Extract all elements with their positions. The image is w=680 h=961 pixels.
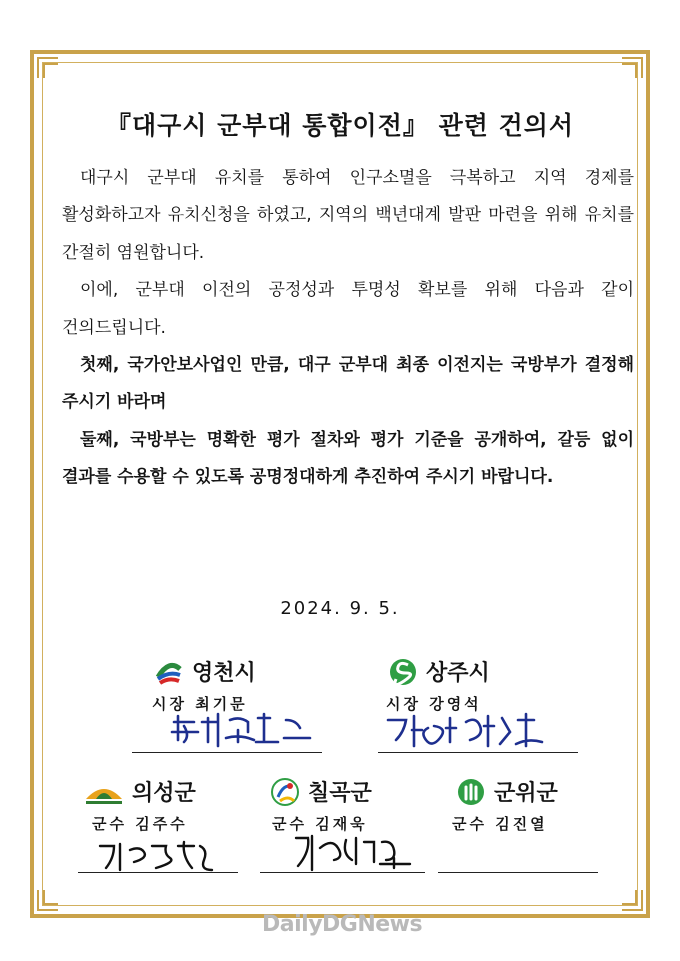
document-date: 2024. 9. 5. bbox=[280, 598, 400, 619]
document-body bbox=[62, 160, 634, 497]
signatory-uiseong bbox=[78, 776, 253, 876]
paragraph-first-item: 첫째, 국가안보사업인 만큼, 대구 군부대 최종 이전지는 국방부가 결정해 주시기 바라며 bbox=[62, 355, 634, 413]
signature-kim-jaeuk bbox=[290, 830, 420, 874]
gunwi-logo-icon bbox=[456, 777, 486, 807]
signature-line bbox=[260, 872, 425, 873]
yeongcheon-logo-icon bbox=[154, 657, 184, 687]
document-title: 『대구시 군부대 통합이전』 관련 건의서 bbox=[105, 111, 575, 140]
signatory-title: 시장 최기문 bbox=[152, 695, 248, 713]
signatory-city: 영천시 bbox=[192, 661, 256, 686]
watermark: DailyDGNews bbox=[262, 912, 423, 937]
signature-line bbox=[132, 752, 322, 753]
sangju-logo-icon bbox=[388, 657, 418, 687]
signatory-city: 칠곡군 bbox=[308, 781, 372, 806]
signature-kim-jusu bbox=[96, 836, 216, 874]
paragraph-second-item: 둘째, 국방부는 명확한 평가 절차와 평가 기준을 공개하여, 갈등 없이 결과를 수용할 수 있도록 공명정대하게 추진하여 주시기 바랍니다. bbox=[62, 429, 634, 488]
signature-line bbox=[438, 872, 598, 873]
signature-line bbox=[78, 872, 238, 873]
signature-choi-gimun bbox=[168, 708, 318, 748]
signature-kang-yeongseok bbox=[384, 708, 554, 752]
signatory-city: 의성군 bbox=[132, 781, 196, 806]
signature-line bbox=[378, 752, 578, 753]
corner-ornament-icon bbox=[620, 888, 650, 918]
signatory-title: 군수 김주수 bbox=[92, 815, 188, 833]
signatory-city: 상주시 bbox=[426, 661, 490, 686]
signatory-yeongcheon bbox=[148, 656, 338, 756]
uiseong-logo-icon bbox=[84, 777, 124, 807]
signatory-chilgok bbox=[262, 776, 437, 876]
signatory-title: 군수 김진열 bbox=[452, 815, 548, 833]
paragraph-intro: 대구시 군부대 유치를 통하여 인구소멸을 극복하고 지역 경제를 활성화하고자 유치신청을 하였고, 지역의 백년대계 발판 마련을 위해 유치를 간절히 염원합니다. bbox=[62, 168, 634, 263]
signatory-title: 시장 강영석 bbox=[386, 695, 482, 713]
chilgok-logo-icon bbox=[270, 777, 300, 807]
signatory-gunwi bbox=[448, 776, 608, 876]
signatory-city: 군위군 bbox=[494, 781, 558, 806]
corner-ornament-icon bbox=[30, 50, 60, 80]
signatory-title: 군수 김재욱 bbox=[272, 815, 368, 833]
paragraph-request: 이에, 군부대 이전의 공정성과 투명성 확보를 위해 다음과 같이 건의드립니다. bbox=[62, 280, 634, 338]
signatory-sangju bbox=[384, 656, 584, 756]
corner-ornament-icon bbox=[30, 888, 60, 918]
corner-ornament-icon bbox=[620, 50, 650, 80]
